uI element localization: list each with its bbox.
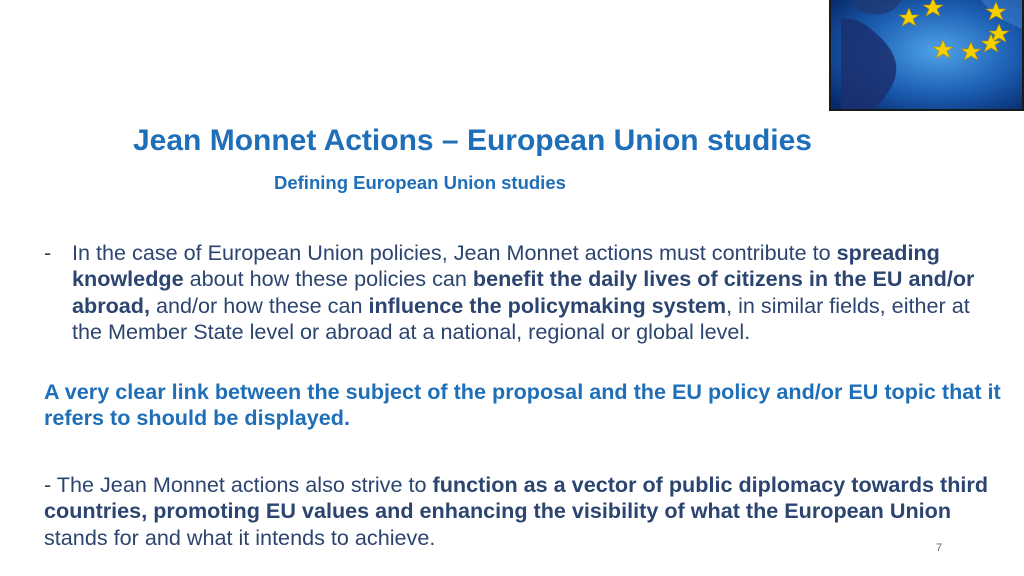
bold-segment: benefit the daily lives of citizens in the EU and/or abroad,	[72, 266, 975, 318]
text-segment: and/or how these can	[150, 292, 369, 318]
paragraph-diplomacy	[44, 472, 1004, 551]
text-segment: stands for and what it intends to achieve.	[44, 524, 436, 550]
slide-subtitle: Defining European Union studies	[274, 172, 566, 193]
paragraph-emphasis: A very clear link between the subject of the proposal and the EU policy and/or EU topic that it refers to should be displayed.	[44, 379, 1001, 431]
paragraph-policies	[44, 240, 1004, 346]
bullet-dash: -	[44, 240, 52, 265]
text-segment: - The Jean Monnet actions also strive to	[44, 472, 433, 497]
slide-title: Jean Monnet Actions – European Union studies	[133, 124, 812, 157]
text-segment: In the case of European Union policies, Jean Monnet actions must contribute to	[72, 240, 837, 265]
bold-segment: spreading knowledge	[72, 240, 940, 292]
paragraph-policies-text	[72, 240, 1004, 346]
text-segment: about how these policies can	[183, 266, 473, 292]
eu-globe-logo	[829, 0, 1024, 111]
bold-segment: influence the policymaking system	[368, 292, 727, 318]
page-number: 7	[936, 542, 943, 554]
globe-with-eu-stars-icon	[831, 0, 1024, 111]
bold-segment: function as a vector of public diplomacy towards third countries, promoting EU values and enhancing the visibility of what the European Union	[44, 472, 989, 524]
text-segment: , in similar fields, either at the Member State level or abroad at a national, regional or global level.	[72, 292, 970, 345]
